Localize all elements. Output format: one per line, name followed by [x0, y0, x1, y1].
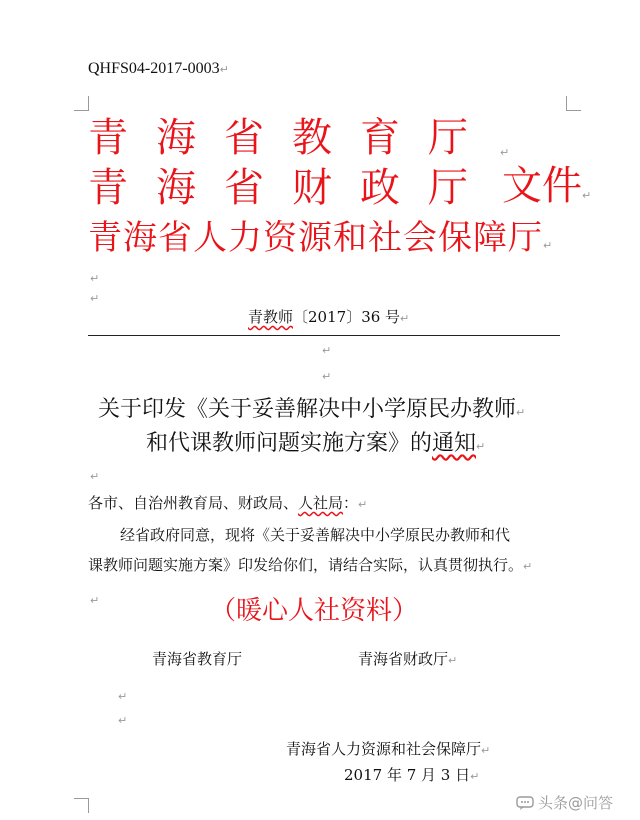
paragraph-mark-icon: ↵ [118, 714, 128, 727]
recipients-line [88, 492, 367, 513]
signature-education: 青海省教育厅 [152, 650, 243, 668]
issuer-line-finance: 青海省财政厅 [88, 165, 496, 211]
speech-bubble-icon [516, 796, 534, 810]
signature-date-text: 2017 年 7 月 3 日 [344, 766, 471, 784]
notice-title-line-2-underlined: 通知 [432, 431, 477, 456]
signature-finance-text: 青海省财政厅 [358, 650, 449, 668]
paragraph-mark-icon: ↵ [90, 470, 100, 483]
signature-date [344, 764, 479, 785]
paragraph-mark-icon: ↵ [90, 292, 100, 305]
paragraph-mark-icon: ↵ [118, 690, 128, 703]
paragraph-mark-icon: ↵ [219, 63, 229, 76]
corner-mark-top-left [74, 96, 89, 111]
paragraph-mark-icon: ↵ [448, 654, 458, 667]
file-code [248, 306, 409, 327]
watermark-logo-text: 头条@问答 [538, 794, 614, 812]
paragraph-mark-icon: ↵ [322, 344, 332, 357]
issuer-line-hr [88, 216, 553, 268]
issuer-suffix-document [502, 164, 591, 218]
watermark-logo [516, 792, 613, 813]
paragraph-mark-icon: ↵ [90, 594, 100, 607]
notice-title-line-2-text: 和代课教师问题实施方案》的 [146, 431, 433, 456]
recipients-text: 各市、自治州教育局、财政局、 [88, 494, 299, 512]
body-paragraph-line-2 [88, 554, 532, 575]
paragraph-mark-icon: ↵ [476, 440, 486, 453]
paragraph-mark-icon: ↵ [543, 239, 554, 252]
paragraph-mark-icon: ↵ [582, 189, 592, 202]
paragraph-mark-icon: ↵ [516, 406, 526, 419]
signature-hr-text: 青海省人力资源和社会保障厅 [286, 740, 482, 758]
recipients-colon: ： [343, 494, 359, 512]
header-divider [88, 335, 560, 336]
document-number-text: QHFS04-2017-0003 [88, 60, 220, 77]
notice-title-line-1 [98, 392, 525, 423]
paragraph-mark-icon: ↵ [400, 312, 410, 325]
issuer-suffix-text: 文件 [502, 163, 582, 209]
paragraph-mark-icon: ↵ [523, 560, 533, 573]
signature-hr [286, 738, 490, 759]
file-code-number: 〔2017〕36 号 [293, 308, 401, 326]
paragraph-mark-icon: ↵ [481, 744, 491, 757]
paragraph-mark-icon: ↵ [500, 146, 510, 159]
corner-mark-top-right [566, 96, 581, 111]
notice-title-line-1-text: 关于印发《关于妥善解决中小学原民办教师 [98, 397, 517, 422]
paragraph-mark-icon: ↵ [322, 370, 332, 383]
paragraph-mark-icon: ↵ [358, 498, 368, 511]
paragraph-mark-icon: ↵ [90, 272, 100, 285]
issuer-line-hr-text: 青海省人力资源和社会保障厅 [88, 218, 543, 258]
issuer-line-education: 青海省教育厅 [88, 115, 496, 161]
recipients-underlined: 人社局 [298, 494, 344, 512]
file-code-prefix: 青教师 [248, 308, 294, 326]
body-paragraph-line-2-text: 课教师问题实施方案》印发给你们，请结合实际，认真贯彻执行。 [88, 556, 524, 574]
signature-finance [358, 648, 457, 669]
corner-mark-bottom-left [74, 798, 89, 813]
notice-title-line-2 [146, 426, 485, 457]
paragraph-mark-icon: ↵ [470, 770, 480, 783]
body-paragraph-line-1: 经省政府同意，现将《关于妥善解决中小学原民办教师和代 [120, 526, 511, 544]
source-note: （暖心人社资料） [210, 596, 419, 626]
document-number [88, 60, 229, 78]
